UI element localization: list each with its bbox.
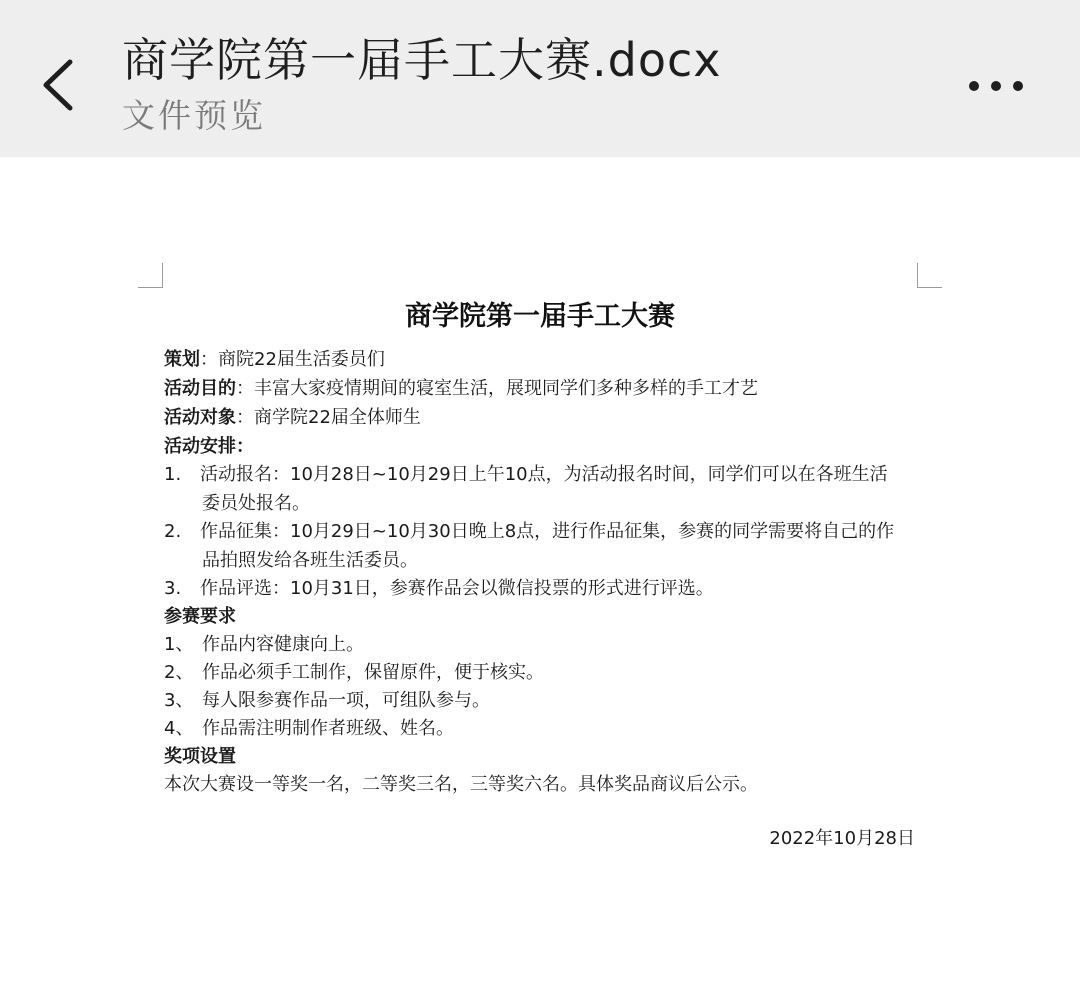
- purpose-label: 活动目的: [164, 378, 236, 399]
- audience-label: 活动对象: [164, 407, 236, 428]
- file-title: 商学院第一届手工大赛.docx: [122, 33, 722, 87]
- more-horizontal-icon: [958, 60, 1034, 112]
- list-text: 作品征集：10月29日~10月30日晚上8点，进行作品征集，参赛的同学需要将自己的作: [200, 521, 895, 542]
- list-number: 2.: [164, 521, 182, 542]
- planner-value: ：商院22届生活委员们: [200, 349, 385, 370]
- page-corner-mark-left: [138, 263, 163, 288]
- document-date: 2022年10月28日: [769, 828, 915, 849]
- requirements-heading: 参赛要求: [164, 606, 236, 627]
- list-text: 活动报名：10月28日~10月29日上午10点，为活动报名时间，同学们可以在各班生活: [200, 464, 888, 485]
- purpose-line: [164, 374, 758, 403]
- list-number: 3、: [164, 690, 194, 711]
- list-number: 3.: [164, 578, 182, 599]
- document-page[interactable]: [0, 157, 1080, 992]
- list-number: 1.: [164, 464, 182, 485]
- more-options-button[interactable]: [958, 60, 1034, 112]
- schedule-item-2-cont: 品拍照发给各班生活委员。: [202, 550, 418, 571]
- list-text: 作品需注明制作者班级、姓名。: [202, 718, 454, 739]
- back-button[interactable]: [28, 50, 92, 120]
- audience-line: [164, 403, 421, 432]
- planner-line: [164, 345, 385, 374]
- list-text: 作品评选：10月31日，参赛作品会以微信投票的形式进行评选。: [200, 578, 714, 599]
- top-bar: [0, 0, 1080, 157]
- purpose-value: ：丰富大家疫情期间的寝室生活，展现同学们多种多样的手工才艺: [236, 378, 758, 399]
- schedule-heading: 活动安排：: [164, 436, 254, 457]
- schedule-item-1-cont: 委员处报名。: [202, 493, 310, 514]
- schedule-item-1: [164, 460, 888, 489]
- requirement-item-3: [164, 686, 490, 715]
- requirement-item-1: [164, 630, 364, 659]
- audience-value: ：商学院22届全体师生: [236, 407, 421, 428]
- requirement-item-2: [164, 658, 544, 687]
- awards-text: 本次大赛设一等奖一名，二等奖三名，三等奖六名。具体奖品商议后公示。: [164, 774, 758, 795]
- schedule-item-2: [164, 517, 894, 546]
- list-text: 作品内容健康向上。: [202, 634, 364, 655]
- document-title: 商学院第一届手工大赛: [405, 301, 675, 332]
- requirement-item-4: [164, 714, 454, 743]
- page-corner-mark-right: [917, 263, 942, 288]
- list-number: 4、: [164, 718, 194, 739]
- schedule-item-3: [164, 574, 714, 603]
- list-text: 每人限参赛作品一项，可组队参与。: [202, 690, 490, 711]
- list-text: 作品必须手工制作，保留原件，便于核实。: [202, 662, 544, 683]
- list-number: 1、: [164, 634, 194, 655]
- list-number: 2、: [164, 662, 194, 683]
- chevron-left-icon: [28, 50, 92, 120]
- planner-label: 策划: [164, 349, 200, 370]
- file-preview-subtitle: 文件预览: [122, 96, 266, 135]
- awards-heading: 奖项设置: [164, 746, 236, 767]
